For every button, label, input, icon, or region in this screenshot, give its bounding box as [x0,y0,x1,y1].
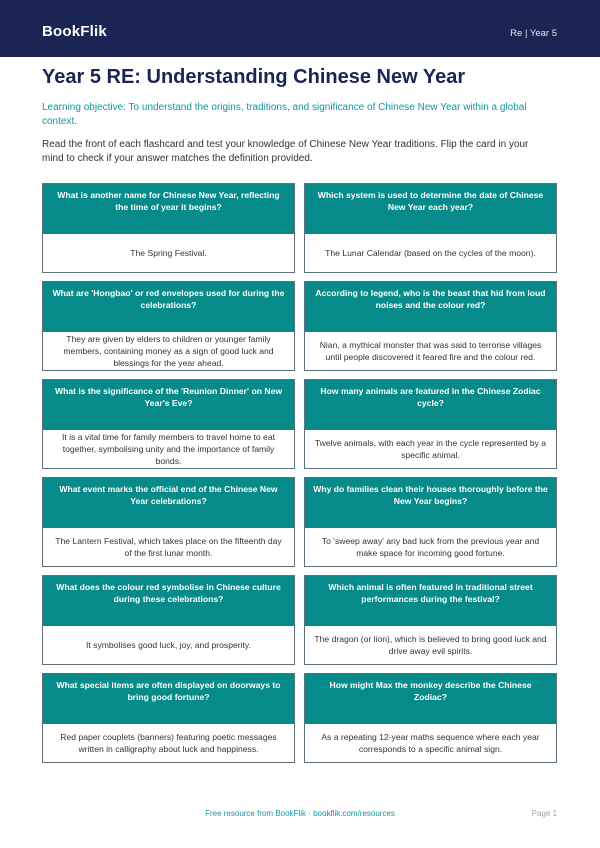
flashcard[interactable] [304,281,557,371]
page-number: Page 1 [531,809,557,818]
flashcard[interactable] [304,673,557,763]
flashcard-question: How many animals are featured in the Chinese Zodiac cycle? [305,380,556,430]
flashcard-answer: As a repeating 12-year maths sequence where each year corresponds to a specific animal sign. [321,732,540,754]
flashcard-answer: The Lantern Festival, which takes place on the fifteenth day of the first lunar month. [55,536,282,558]
flashcard-question: Why do families clean their houses thoroughly before the New Year begins? [305,478,556,528]
brand-logo[interactable]: BookFlik [42,23,107,40]
flashcard-question: What event marks the official end of the Chinese New Year celebrations? [43,478,294,528]
page-title: Year 5 RE: Understanding Chinese New Year [42,66,466,88]
flashcard-answer: Nian, a mythical monster that was said to terrorise villages until people discovered it feared fire and the colour red. [319,340,542,362]
flashcard-answer: To 'sweep away' any bad luck from the previous year and make space for incoming good fortune. [321,536,540,558]
flashcard-question: What is the significance of the 'Reunion Dinner' on New Year's Eve? [43,380,294,430]
flashcard[interactable] [42,673,295,763]
flashcard[interactable] [304,575,557,665]
flashcard-question: What are 'Hongbao' or red envelopes used for during the celebrations? [43,282,294,332]
flashcard[interactable] [42,575,295,665]
flashcard[interactable] [42,281,295,371]
footer-resource-link[interactable]: Free resource from BookFlik · bookflik.com/resources [205,809,395,818]
flashcard[interactable] [42,379,295,469]
flashcard-answer: Red paper couplets (banners) featuring poetic messages written in calligraphy about luck and happiness. [60,732,277,754]
flashcard-answer: They are given by elders to children or younger family members, containing money as a sign of good luck and blessings for the year ahead. [63,334,274,368]
flashcard-question: What special items are often displayed on doorways to bring good fortune? [43,674,294,724]
flashcard-question: According to legend, who is the beast that hid from loud noises and the colour red? [305,282,556,332]
flashcard[interactable] [304,379,557,469]
flashcard-question: Which animal is often featured in traditional street performances during the festival? [305,576,556,626]
flashcard[interactable] [304,477,557,567]
flashcard-answer: It symbolises good luck, joy, and prosperity. [86,640,251,650]
flashcard-question: What does the colour red symbolise in Chinese culture during these celebrations? [43,576,294,626]
flashcard-answer: The Lunar Calendar (based on the cycles of the moon). [325,248,536,258]
flashcard-answer: Twelve animals, with each year in the cycle represented by a specific animal. [314,438,547,460]
flashcard-question: Which system is used to determine the date of Chinese New Year each year? [305,184,556,234]
instructions-text: Read the front of each flashcard and test your knowledge of Chinese New Year traditions. Flip the card in your mind to check if your answer matches the definition provided. [42,139,529,164]
flashcard-answer: It is a vital time for family members to travel home to eat together, symbolising unity and the importance of family bonds. [61,432,275,466]
learning-objective: Learning objective: To understand the origins, traditions, and significance of Chinese New Year within a global context. [42,102,527,127]
breadcrumb: Re | Year 5 [510,28,557,39]
flashcard-question: How might Max the monkey describe the Chinese Zodiac? [305,674,556,724]
flashcard-question: What is another name for Chinese New Year, reflecting the time of year it begins? [43,184,294,234]
flashcard-answer: The dragon (or lion), which is believed to bring good luck and drive away evil spirits. [314,634,547,656]
page-header [0,0,600,57]
flashcard[interactable] [304,183,557,273]
flashcard[interactable] [42,477,295,567]
flashcard-answer: The Spring Festival. [130,248,207,258]
flashcard[interactable] [42,183,295,273]
